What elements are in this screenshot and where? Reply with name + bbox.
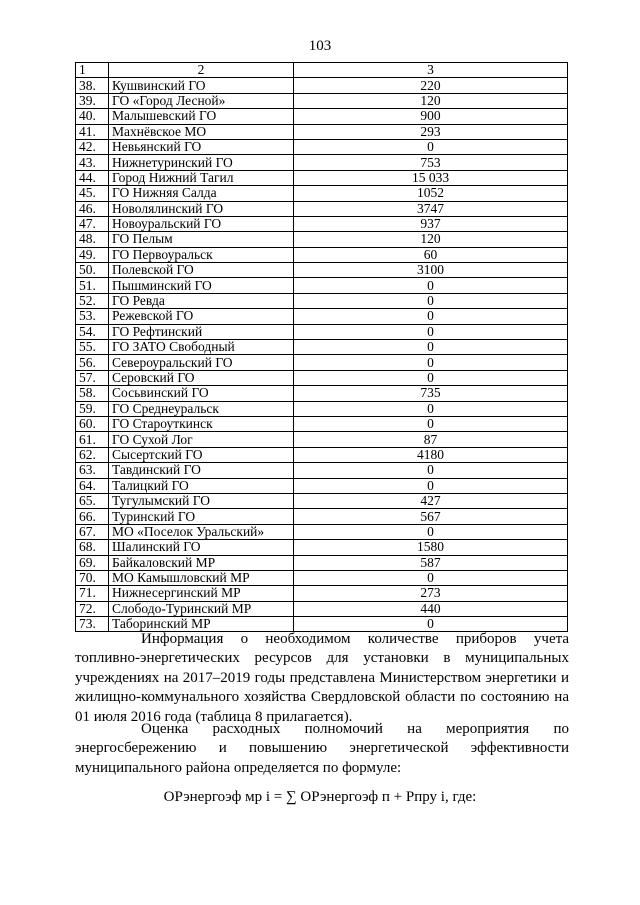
table-row (76, 447, 568, 462)
municipality-name: Байкаловский МР (109, 555, 294, 570)
device-count: 15 033 (294, 170, 568, 185)
municipality-name: Новолялинский ГО (109, 201, 294, 216)
table-row (76, 232, 568, 247)
device-count: 0 (294, 370, 568, 385)
table-row (76, 309, 568, 324)
municipality-name: ГО Среднеуральск (109, 401, 294, 416)
row-number: 62. (76, 447, 109, 462)
table-row (76, 263, 568, 278)
municipality-name: ГО «Город Лесной» (109, 93, 294, 108)
device-count: 0 (294, 478, 568, 493)
device-count: 0 (294, 139, 568, 154)
table-row (76, 370, 568, 385)
row-number: 47. (76, 216, 109, 231)
row-number: 57. (76, 370, 109, 385)
device-count: 440 (294, 601, 568, 616)
device-count: 293 (294, 124, 568, 139)
device-count: 587 (294, 555, 568, 570)
device-count: 0 (294, 401, 568, 416)
municipality-name: Малышевский ГО (109, 109, 294, 124)
device-count: 900 (294, 109, 568, 124)
municipality-name: ГО Нижняя Салда (109, 186, 294, 201)
device-count: 0 (294, 293, 568, 308)
municipality-name: ГО Сухой Лог (109, 432, 294, 447)
municipality-name: Полевской ГО (109, 263, 294, 278)
device-count: 0 (294, 617, 568, 632)
table-row (76, 601, 568, 616)
device-count: 0 (294, 278, 568, 293)
estimate-paragraph (75, 720, 569, 778)
device-count: 87 (294, 432, 568, 447)
municipality-name: Талицкий ГО (109, 478, 294, 493)
table-row (76, 293, 568, 308)
row-number: 55. (76, 340, 109, 355)
table-row (76, 540, 568, 555)
table-row (76, 509, 568, 524)
row-number: 67. (76, 524, 109, 539)
device-count: 735 (294, 386, 568, 401)
device-count: 937 (294, 216, 568, 231)
municipality-name: Сосьвинский ГО (109, 386, 294, 401)
table-header-row (76, 63, 568, 78)
row-number: 73. (76, 617, 109, 632)
row-number: 64. (76, 478, 109, 493)
row-number: 56. (76, 355, 109, 370)
header-col-3: 3 (294, 63, 568, 78)
device-count: 3100 (294, 263, 568, 278)
table-row (76, 340, 568, 355)
table-row (76, 78, 568, 93)
municipality-name: Серовский ГО (109, 370, 294, 385)
row-number: 50. (76, 263, 109, 278)
table-row (76, 586, 568, 601)
row-number: 48. (76, 232, 109, 247)
municipality-name: ГО Пелым (109, 232, 294, 247)
row-number: 69. (76, 555, 109, 570)
device-count: 3747 (294, 201, 568, 216)
municipality-name: ГО Первоуральск (109, 247, 294, 262)
row-number: 61. (76, 432, 109, 447)
municipality-name: Махнёвское МО (109, 124, 294, 139)
device-count: 273 (294, 586, 568, 601)
row-number: 39. (76, 93, 109, 108)
estimate-paragraph-text: Оценка расходных полномочий на мероприятия по энергосбережению и повышению энергетической эффективности муниципального района определяется по формуле: (75, 721, 569, 776)
device-count: 60 (294, 247, 568, 262)
row-number: 41. (76, 124, 109, 139)
municipality-name: ГО Староуткинск (109, 416, 294, 431)
table-row (76, 463, 568, 478)
device-count: 0 (294, 324, 568, 339)
municipality-name: Невьянский ГО (109, 139, 294, 154)
table-row (76, 170, 568, 185)
table-row (76, 216, 568, 231)
municipality-name: Режевской ГО (109, 309, 294, 324)
device-count: 0 (294, 309, 568, 324)
device-count: 753 (294, 155, 568, 170)
table-row (76, 324, 568, 339)
info-paragraph (75, 630, 569, 727)
municipality-name: МО «Поселок Уральский» (109, 524, 294, 539)
page-number: 103 (308, 38, 332, 54)
table-row (76, 186, 568, 201)
table-row (76, 555, 568, 570)
table-row (76, 355, 568, 370)
row-number: 72. (76, 601, 109, 616)
table-row (76, 124, 568, 139)
table-row (76, 416, 568, 431)
header-col-1: 1 (76, 63, 109, 78)
municipality-name: Кушвинский ГО (109, 78, 294, 93)
municipality-name: Нижнесергинский МР (109, 586, 294, 601)
device-count: 1052 (294, 186, 568, 201)
device-count: 120 (294, 93, 568, 108)
table-row (76, 247, 568, 262)
municipality-name: ГО Ревда (109, 293, 294, 308)
table-row (76, 524, 568, 539)
device-count: 0 (294, 416, 568, 431)
table-row (76, 386, 568, 401)
municipality-name: МО Камышловский МР (109, 570, 294, 585)
device-count: 120 (294, 232, 568, 247)
table-row (76, 278, 568, 293)
municipality-name: Тавдинский ГО (109, 463, 294, 478)
row-number: 46. (76, 201, 109, 216)
municipality-name: Таборинский МР (109, 617, 294, 632)
row-number: 42. (76, 139, 109, 154)
row-number: 65. (76, 493, 109, 508)
device-count: 0 (294, 355, 568, 370)
device-count: 0 (294, 463, 568, 478)
row-number: 66. (76, 509, 109, 524)
row-number: 54. (76, 324, 109, 339)
device-count: 567 (294, 509, 568, 524)
municipality-name: Сысертский ГО (109, 447, 294, 462)
table-body (76, 78, 568, 632)
table-row (76, 109, 568, 124)
row-number: 63. (76, 463, 109, 478)
municipality-name: Туринский ГО (109, 509, 294, 524)
table-row (76, 432, 568, 447)
device-count: 427 (294, 493, 568, 508)
device-count: 4180 (294, 447, 568, 462)
row-number: 70. (76, 570, 109, 585)
info-paragraph-text: Информация о необходимом количестве приборов учета топливно-энергетических ресурсов для установки в муниципальных учреждениях на 2017–2019 годы представлена Министерством энергетики и жилищно-коммунального хозяйства Свердловской области по состоянию на 01 июля 2016 года (таблица 8 прилагается). (75, 631, 569, 725)
municipality-name: Новоуральский ГО (109, 216, 294, 231)
municipality-name: Слободо-Туринский МР (109, 601, 294, 616)
device-count: 220 (294, 78, 568, 93)
row-number: 60. (76, 416, 109, 431)
formula: ОРэнергоэф мр i = ∑ ОРэнергоэф п + Рпру i, где: (163, 789, 477, 805)
municipality-name: Нижнетуринский ГО (109, 155, 294, 170)
row-number: 44. (76, 170, 109, 185)
row-number: 51. (76, 278, 109, 293)
row-number: 38. (76, 78, 109, 93)
table-row (76, 93, 568, 108)
row-number: 43. (76, 155, 109, 170)
header-col-2: 2 (109, 63, 294, 78)
row-number: 40. (76, 109, 109, 124)
table-row (76, 201, 568, 216)
table-row (76, 478, 568, 493)
row-number: 49. (76, 247, 109, 262)
row-number: 71. (76, 586, 109, 601)
table-row (76, 155, 568, 170)
table-row (76, 139, 568, 154)
municipalities-table (75, 62, 568, 632)
municipality-name: Шалинский ГО (109, 540, 294, 555)
municipality-name: ГО Рефтинский (109, 324, 294, 339)
device-count: 0 (294, 570, 568, 585)
row-number: 45. (76, 186, 109, 201)
row-number: 59. (76, 401, 109, 416)
row-number: 53. (76, 309, 109, 324)
municipality-name: Пышминский ГО (109, 278, 294, 293)
table-row (76, 401, 568, 416)
device-count: 1580 (294, 540, 568, 555)
row-number: 58. (76, 386, 109, 401)
device-count: 0 (294, 340, 568, 355)
municipality-name: Североуральский ГО (109, 355, 294, 370)
row-number: 68. (76, 540, 109, 555)
device-count: 0 (294, 524, 568, 539)
table-row (76, 493, 568, 508)
municipality-name: Тугулымский ГО (109, 493, 294, 508)
municipality-name: Город Нижний Тагил (109, 170, 294, 185)
table-row (76, 570, 568, 585)
row-number: 52. (76, 293, 109, 308)
municipality-name: ГО ЗАТО Свободный (109, 340, 294, 355)
